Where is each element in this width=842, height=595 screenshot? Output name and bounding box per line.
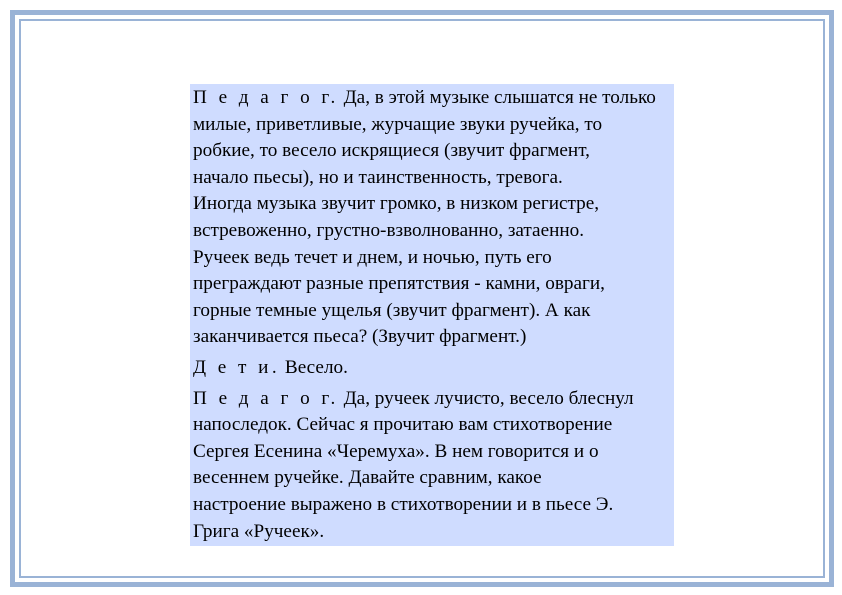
dialogue-paragraph: [193, 355, 674, 382]
dialogue-paragraph: [193, 85, 674, 351]
dialogue-paragraph: [193, 386, 674, 546]
dialogue-text-block: [190, 84, 674, 546]
paragraph-text: Да, ручеек лучисто, весело блеснул напоследок. Сейчас я прочитаю вам стихотворение Сергея Есенина «Черемуха». В нем говорится и о весеннем ручейке. Давайте сравним, какое настроение выражено в стихотворении и в пьесе Э. Грига «Ручеек».: [193, 387, 634, 542]
speaker-label: Д е т и.: [193, 356, 281, 378]
paragraph-text: Да, в этой музыке слышатся не только милые, приветливые, журчащие звуки ручейка, то робкие, то весело искрящиеся (звучит фрагмент, начало пьесы), но и таинственность, тревога. Иногда музыка звучит громко, в низком регистре, встревоженно, грустно-взволнованно, затаенно. Ручеек ведь течет и днем, и ночью, путь его преграждают разные препятствия - камни, овраги, горные темные ущелья (звучит фрагмент). А как заканчивается пьеса? (Звучит фрагмент.): [193, 87, 656, 348]
speaker-label: П е д а г о г.: [193, 87, 339, 108]
speaker-label: П е д а г о г.: [193, 387, 339, 409]
paragraph-text: Весело.: [280, 356, 348, 378]
